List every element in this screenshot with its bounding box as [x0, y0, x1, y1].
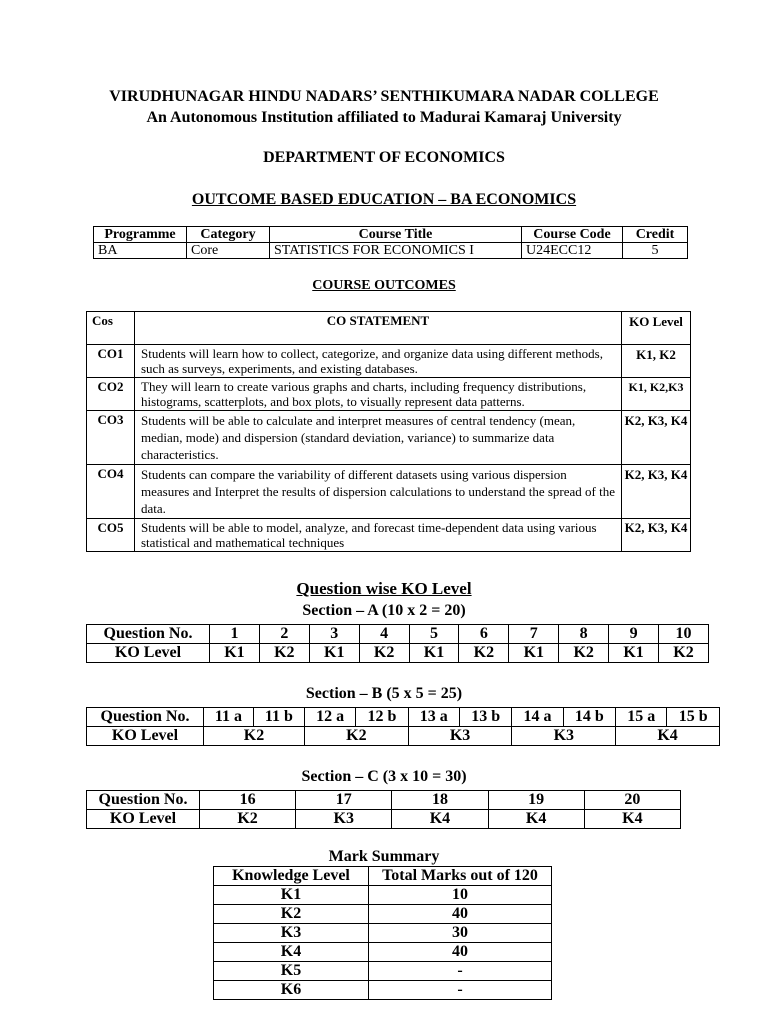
category-value: Core — [187, 243, 270, 259]
total-marks: - — [369, 981, 552, 1000]
section-b-title: Section – B (5 x 5 = 25) — [305, 685, 463, 702]
programme-table — [93, 226, 688, 259]
programme-header-cell: Programme — [94, 227, 187, 243]
section-a-title: Section – A (10 x 2 = 20) — [302, 602, 466, 619]
co-row — [87, 411, 691, 465]
course-title-header-cell: Course Title — [270, 227, 522, 243]
ko-level-header: KO Level — [622, 312, 691, 345]
section-c-table — [86, 790, 681, 829]
co-header-row — [87, 312, 691, 345]
mark-summary-title: Mark Summary — [328, 848, 440, 865]
ko-cell: K2 — [459, 644, 509, 663]
question-cell: 10 — [659, 625, 709, 644]
mark-summary-row — [214, 924, 552, 943]
obe-title: OUTCOME BASED EDUCATION – BA ECONOMICS — [191, 191, 577, 208]
section-a-table — [86, 624, 709, 663]
section-c-title: Section – C (3 x 10 = 30) — [301, 768, 467, 785]
question-cell: 12 b — [356, 708, 409, 727]
mark-summary-row — [214, 905, 552, 924]
co-statement-header: CO STATEMENT — [135, 312, 622, 345]
department-title: DEPARTMENT OF ECONOMICS — [263, 149, 505, 166]
section-c-question-row — [87, 791, 681, 810]
ko-cell: K2 — [200, 810, 296, 829]
co-id: CO4 — [87, 465, 135, 519]
ko-cell: K1 — [210, 644, 260, 663]
question-cell: 18 — [392, 791, 488, 810]
mark-summary-row — [214, 981, 552, 1000]
ko-cell: K2 — [259, 644, 309, 663]
co-statement: They will learn to create various graphs and charts, including frequency distributions, histograms, scatterplots, and box plots, to visually represent data patterns. — [135, 378, 622, 411]
question-cell: 7 — [509, 625, 559, 644]
section-b-ko-row — [87, 727, 720, 746]
co-id: CO5 — [87, 519, 135, 552]
question-cell: 14 b — [563, 708, 616, 727]
question-cell: 4 — [359, 625, 409, 644]
ko-cell: K4 — [584, 810, 680, 829]
co-ko-level: K1, K2,K3 — [622, 378, 691, 411]
section-c-ko-row — [87, 810, 681, 829]
total-marks: 10 — [369, 886, 552, 905]
knowledge-level: K3 — [214, 924, 369, 943]
total-marks: 30 — [369, 924, 552, 943]
knowledge-level: K4 — [214, 943, 369, 962]
question-cell: 11 a — [204, 708, 254, 727]
course-code-value: U24ECC12 — [522, 243, 623, 259]
co-row — [87, 378, 691, 411]
knowledge-level-header: Knowledge Level — [214, 867, 369, 886]
section-a-ko-row — [87, 644, 709, 663]
ko-cell: K2 — [659, 644, 709, 663]
question-cell: 1 — [210, 625, 260, 644]
total-marks-header: Total Marks out of 120 — [369, 867, 552, 886]
question-cell: 13 a — [408, 708, 459, 727]
co-id: CO3 — [87, 411, 135, 465]
course-title-value: STATISTICS FOR ECONOMICS I — [270, 243, 522, 259]
category-header-cell: Category — [187, 227, 270, 243]
ko-cell: K4 — [616, 727, 720, 746]
course-outcomes-heading: COURSE OUTCOMES — [312, 278, 456, 293]
ko-cell: K3 — [512, 727, 616, 746]
question-cell: 6 — [459, 625, 509, 644]
section-b-question-row — [87, 708, 720, 727]
programme-value: BA — [94, 243, 187, 259]
question-cell: 5 — [409, 625, 459, 644]
question-cell: 3 — [309, 625, 359, 644]
total-marks: - — [369, 962, 552, 981]
knowledge-level: K6 — [214, 981, 369, 1000]
co-row — [87, 345, 691, 378]
cos-header: Cos — [87, 312, 135, 345]
question-cell: 13 b — [459, 708, 512, 727]
mark-summary-row — [214, 943, 552, 962]
course-code-header-cell: Course Code — [522, 227, 623, 243]
ko-level-label: KO Level — [87, 644, 210, 663]
co-ko-level: K2, K3, K4 — [622, 411, 691, 465]
course-outcomes-table — [86, 311, 691, 552]
question-cell: 16 — [200, 791, 296, 810]
co-statement: Students will be able to model, analyze, and forecast time-dependent data using various statistical and mathematical techniques — [135, 519, 622, 552]
college-name: VIRUDHUNAGAR HINDU NADARS’ SENTHIKUMARA NADAR COLLEGE — [109, 88, 659, 105]
question-cell: 17 — [296, 791, 392, 810]
programme-value-row — [94, 243, 688, 259]
mark-summary-row — [214, 886, 552, 905]
college-affiliation: An Autonomous Institution affiliated to Madurai Kamaraj University — [146, 109, 622, 126]
ko-cell: K4 — [488, 810, 584, 829]
mark-summary-header-row — [214, 867, 552, 886]
mark-summary-table — [213, 866, 552, 1000]
question-cell: 2 — [259, 625, 309, 644]
ko-cell: K1 — [409, 644, 459, 663]
ko-cell: K1 — [509, 644, 559, 663]
section-b-table — [86, 707, 720, 746]
co-statement: Students will learn how to collect, categorize, and organize data using different methods, such as surveys, experiments, and existing databases. — [135, 345, 622, 378]
ko-level-label: KO Level — [87, 810, 200, 829]
ko-cell: K2 — [559, 644, 609, 663]
question-ko-heading: Question wise KO Level — [296, 579, 472, 598]
ko-cell: K1 — [309, 644, 359, 663]
mark-summary-row — [214, 962, 552, 981]
co-row — [87, 465, 691, 519]
ko-cell: K3 — [408, 727, 512, 746]
co-id: CO2 — [87, 378, 135, 411]
ko-cell: K2 — [305, 727, 409, 746]
question-cell: 20 — [584, 791, 680, 810]
knowledge-level: K1 — [214, 886, 369, 905]
question-cell: 12 a — [305, 708, 356, 727]
credit-value: 5 — [623, 243, 688, 259]
co-statement: Students will be able to calculate and interpret measures of central tendency (mean, median, mode) and dispersion (standard deviation, variance) to summarize data characteristics. — [135, 411, 622, 465]
section-a-question-row — [87, 625, 709, 644]
ko-cell: K3 — [296, 810, 392, 829]
question-no-label: Question No. — [87, 708, 204, 727]
co-statement: Students can compare the variability of different datasets using various dispersion measures and Interpret the results of dispersion calculations to understand the spread of the data. — [135, 465, 622, 519]
question-cell: 14 a — [512, 708, 563, 727]
question-no-label: Question No. — [87, 625, 210, 644]
question-no-label: Question No. — [87, 791, 200, 810]
question-cell: 15 a — [616, 708, 667, 727]
co-ko-level: K2, K3, K4 — [622, 465, 691, 519]
ko-cell: K4 — [392, 810, 488, 829]
ko-cell: K2 — [359, 644, 409, 663]
total-marks: 40 — [369, 943, 552, 962]
question-cell: 11 b — [253, 708, 304, 727]
knowledge-level: K2 — [214, 905, 369, 924]
ko-level-label: KO Level — [87, 727, 204, 746]
question-cell: 15 b — [667, 708, 720, 727]
ko-cell: K2 — [204, 727, 305, 746]
ko-cell: K1 — [609, 644, 659, 663]
knowledge-level: K5 — [214, 962, 369, 981]
question-cell: 19 — [488, 791, 584, 810]
programme-header-row — [94, 227, 688, 243]
co-id: CO1 — [87, 345, 135, 378]
credit-header-cell: Credit — [623, 227, 688, 243]
co-row — [87, 519, 691, 552]
question-cell: 9 — [609, 625, 659, 644]
co-ko-level: K2, K3, K4 — [622, 519, 691, 552]
co-ko-level: K1, K2 — [622, 345, 691, 378]
question-cell: 8 — [559, 625, 609, 644]
total-marks: 40 — [369, 905, 552, 924]
